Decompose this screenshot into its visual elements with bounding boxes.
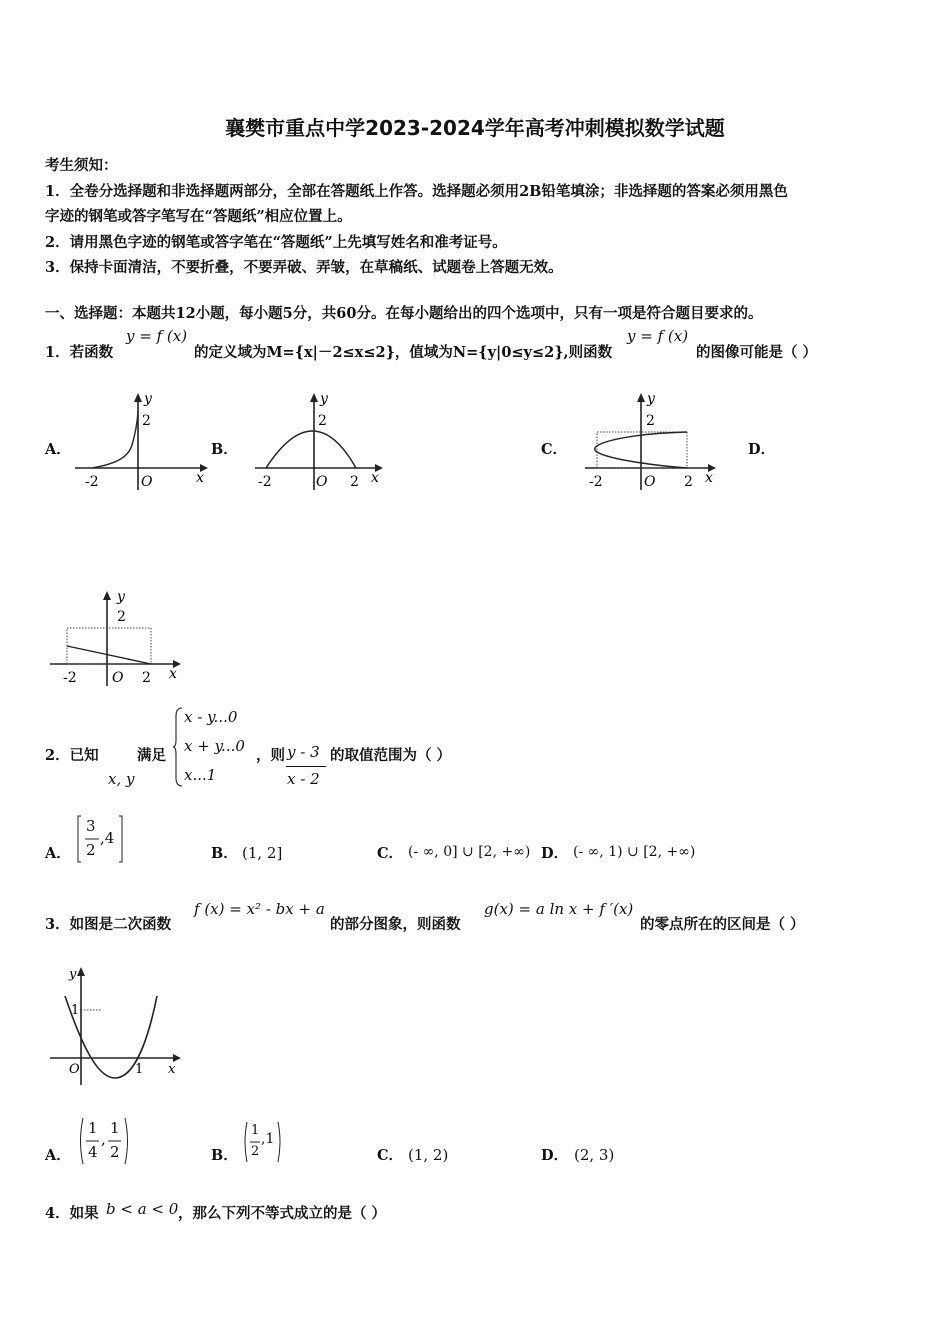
q2-brace — [172, 706, 184, 788]
tick-2-x: 2 — [142, 670, 151, 686]
q2-option-d-label: D． — [541, 845, 569, 862]
q3-option-d-value: (2, 3) — [574, 1146, 615, 1164]
q2-a-rest: ,4 — [100, 829, 115, 847]
q1-graph-c — [580, 390, 720, 495]
q3-option-c-value: (1, 2) — [408, 1146, 449, 1164]
q3-suffix: 的零点所在的区间是（ ） — [640, 916, 805, 933]
q2-suffix: 的取值范围为（ ） — [330, 747, 452, 764]
q3-prefix: 3．如图是二次函数 — [45, 916, 172, 933]
q3-option-c-label: C． — [377, 1147, 404, 1164]
y-axis-label: y — [69, 967, 77, 982]
tick-neg2: -2 — [63, 670, 77, 686]
page-title: 襄樊市重点中学2023-2024学年高考冲刺模拟数学试题 — [225, 116, 725, 140]
tick-2-x: 2 — [684, 474, 693, 490]
section-heading: 一、选择题：本题共12小题，每小题5分，共60分。在每小题给出的四个选项中，只有一项是符合题目要求的。 — [45, 305, 763, 322]
tick-2: 2 — [142, 413, 151, 429]
q4-suffix: ，那么下列不等式成立的是（ ） — [178, 1205, 387, 1222]
q1-option-b-label: B． — [211, 441, 238, 458]
q3-a-d2: 2 — [110, 1143, 120, 1161]
y-axis-label: y — [320, 391, 328, 407]
notice-heading: 考生须知： — [45, 157, 118, 174]
q2-a-num: 3 — [86, 817, 96, 835]
q1-prefix: 1．若函数 — [45, 344, 114, 361]
q2-option-d-value: (- ∞, 1) ∪ [2, +∞) — [573, 844, 696, 860]
q2-a-den: 2 — [86, 841, 96, 859]
q1-func: y = f (x) — [126, 327, 188, 345]
q1-mid: 的定义域为M={x|－2≤x≤2}，值域为N={y|0≤y≤2},则函数 — [194, 344, 613, 361]
q2-satisfy: 满足 — [137, 747, 166, 764]
q2-frac-num: y - 3 — [287, 743, 320, 761]
q2-frac-den: x - 2 — [287, 770, 320, 788]
q1-option-a-label: A． — [45, 441, 71, 458]
y-axis-label: y — [144, 391, 152, 407]
q1-graph-b — [250, 390, 390, 495]
q3-func: f (x) = x² - bx + a — [194, 900, 325, 918]
q1-func2: y = f (x) — [627, 327, 689, 345]
tick-neg2: -2 — [85, 474, 99, 490]
q3-option-a-label: A． — [45, 1147, 71, 1164]
q3-b-den: 2 — [251, 1144, 260, 1159]
q2-vars: x, y — [108, 770, 135, 788]
q3-a-n1: 1 — [88, 1119, 98, 1137]
origin-label: O — [112, 670, 124, 686]
tick-2: 2 — [646, 413, 655, 429]
q3-option-a-value: 1 4 , 1 2 — [76, 1116, 132, 1166]
notice-item-1: 1．全卷分选择题和非选择题两部分，全部在答题纸上作答。选择题必须用2B铅笔填涂；非选择题的答案必须用黑色 — [45, 183, 788, 200]
tick-2-x: 2 — [350, 474, 359, 490]
q3-a-n2: 1 — [110, 1119, 120, 1137]
q3-option-b-label: B． — [211, 1147, 238, 1164]
q1-suffix: 的图像可能是（ ） — [696, 344, 818, 361]
tick-2: 2 — [318, 413, 327, 429]
origin-label: O — [644, 474, 656, 490]
tick-1-x: 1 — [135, 1062, 144, 1077]
q2-ineq-1: x - y...0 — [184, 708, 238, 726]
q3-func2: g(x) = a ln x + f ′(x) — [484, 900, 634, 918]
q4-prefix: 4．如果 — [45, 1205, 99, 1222]
q2-option-b-value: (1, 2] — [242, 844, 283, 862]
q2-option-c-label: C． — [377, 845, 404, 862]
q2-ineq-3: x...1 — [184, 766, 217, 784]
q2-option-c-value: (- ∞, 0] ∪ [2, +∞) — [408, 844, 531, 860]
q3-option-b-value — [241, 1120, 285, 1164]
q1-graph-d — [45, 588, 185, 693]
q3-a-d1: 4 — [88, 1143, 98, 1161]
tick-neg2: -2 — [258, 474, 272, 490]
x-axis-label: x — [371, 470, 379, 486]
tick-neg2: -2 — [589, 474, 603, 490]
q2-option-b-label: B． — [211, 845, 238, 862]
q1-graph-a — [70, 390, 210, 495]
tick-1-y: 1 — [71, 1003, 80, 1018]
x-axis-label: x — [196, 470, 204, 486]
y-axis-label: y — [647, 391, 655, 407]
notice-item-1-cont: 字迹的钢笔或答字笔写在“答题纸”相应位置上。 — [45, 208, 352, 225]
q2-prefix: 2．已知 — [45, 747, 99, 764]
x-axis-label: x — [169, 666, 177, 682]
q1-option-c-label: C． — [541, 441, 568, 458]
q2-then: ，则 — [256, 747, 285, 764]
q3-b-rest: ,1 — [261, 1131, 275, 1147]
q4-cond: b < a < 0 — [106, 1200, 179, 1218]
q2-option-a-value — [76, 814, 124, 864]
q3-b-num: 1 — [251, 1123, 260, 1138]
notice-item-2: 2．请用黑色字迹的钢笔或答字笔在“答题纸”上先填写姓名和准考证号。 — [45, 234, 507, 251]
x-axis-label: x — [168, 1062, 176, 1077]
q3-mid: 的部分图象，则函数 — [330, 916, 461, 933]
y-axis-label: y — [117, 589, 125, 605]
q3-graph — [45, 960, 185, 1090]
origin-label: O — [141, 474, 153, 490]
tick-2: 2 — [117, 609, 126, 625]
q2-option-a-label: A． — [45, 845, 71, 862]
notice-item-3: 3．保持卡面清洁，不要折叠，不要弄破、弄皱，在草稿纸、试题卷上答题无效。 — [45, 259, 563, 276]
q3-option-d-label: D． — [541, 1147, 569, 1164]
origin-label: O — [316, 474, 328, 490]
origin-label: O — [69, 1062, 80, 1077]
q2-frac-bar — [286, 766, 326, 767]
x-axis-label: x — [705, 470, 713, 486]
q2-ineq-2: x + y...0 — [184, 737, 245, 755]
q1-option-d-label: D． — [748, 441, 776, 458]
